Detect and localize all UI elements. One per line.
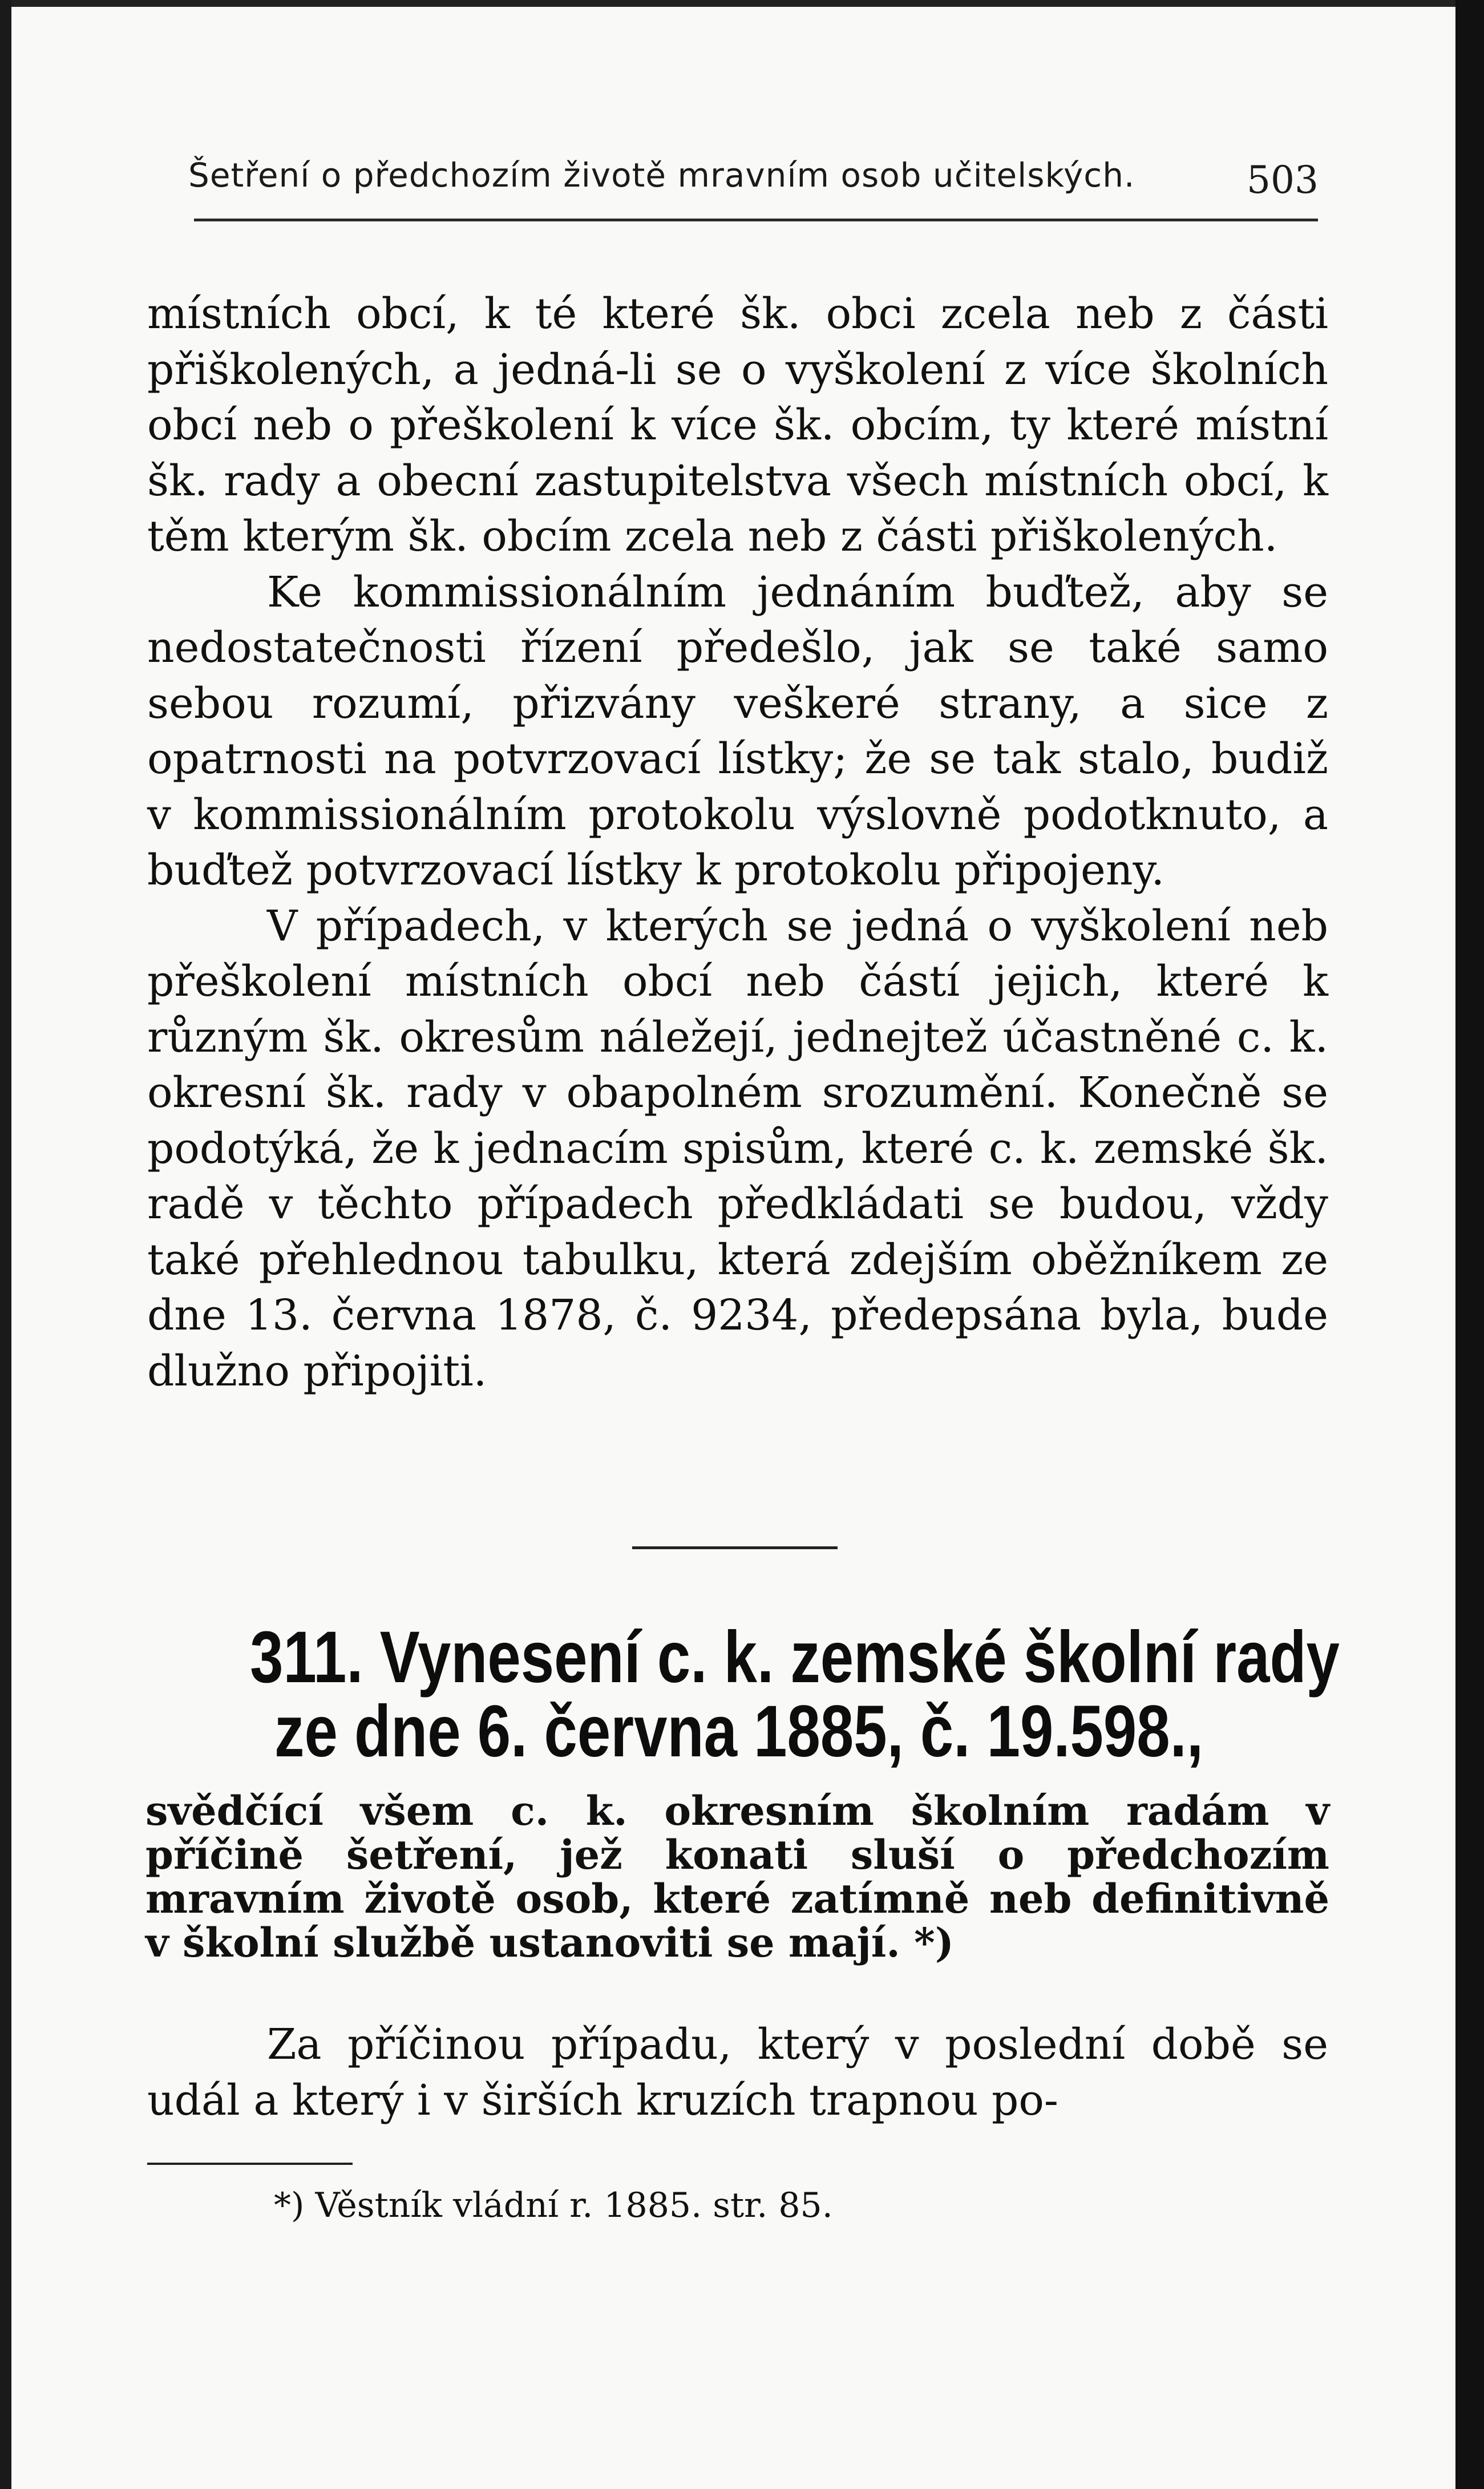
paragraph-2: Ke kommissionálním jednáním buďtež, aby se nedostatečnosti řízení předešlo, jak se také samo sebou rozumí, přizvány veškeré strany, a sice z opatrnosti na potvrzovací lístky; že se tak stalo, budiž v kommissionálním protokolu výslovně podotknuto, a buďtež potvrzovací lístky k protokolu připojeny.	[147, 567, 1328, 895]
footnote: *) Věstník vládní r. 1885. str. 85.	[274, 2185, 833, 2225]
scan-border-right	[1455, 0, 1484, 2489]
paragraph-1: místních obcí, k té které šk. obci zcela neb z části přiškolených, a jedná-li se o vyškolení z více školních obcí neb o přeškolení k více šk. obcím, ty které místní šk. rady a obecní zastupitelstva všech místních obcí, k těm kterým šk. obcím zcela neb z části přiškolených.	[147, 289, 1328, 561]
section-divider	[632, 1546, 838, 1549]
running-head	[188, 146, 1329, 208]
header-rule	[194, 219, 1318, 221]
scan-border-left	[0, 0, 11, 2489]
paragraph-3: V případech, v kterých se jedná o vyškolení neb přeškolení místních obcí neb částí jejich, které k různým šk. okresům náležejí, jednejtež účastněné c. k. okresní šk. rady v obapolném srozumění. Konečně se podotýká, že k jednacím spisům, které c. k. zemské šk. radě v těchto případech předkládati se budou, vždy také přehlednou tabulku, která zdejším oběžníkem ze dne 13. června 1878, č. 9234, předepsána byla, bude dlužno připojiti.	[147, 901, 1328, 1396]
scan-border-top	[0, 0, 1484, 7]
section-heading-line-2: ze dne 6. června 1885, č. 19.598.,	[274, 1691, 1203, 1772]
running-head-title: Šetření o předchozím životě mravním osob učitelských.	[188, 156, 1135, 195]
section-lead-paragraph: Za příčinou případu, který v poslední době se udál a který i v širších kruzích trapnou po-	[147, 2020, 1328, 2125]
page-number: 503	[1247, 158, 1319, 202]
section-heading-line-1: 311. Vynesení c. k. zemské školní rady	[250, 1617, 1340, 1698]
section-heading	[250, 1617, 1340, 1772]
body-text	[147, 286, 1328, 1399]
section-subtitle: svědčící všem c. k. okresním školním radám v příčině šetření, jež konati sluší o předchozím mravním životě osob, které zatímně neb definitivně v školní službě ustanoviti se mají. *)	[145, 1787, 1329, 1966]
footnote-rule	[147, 2163, 353, 2165]
